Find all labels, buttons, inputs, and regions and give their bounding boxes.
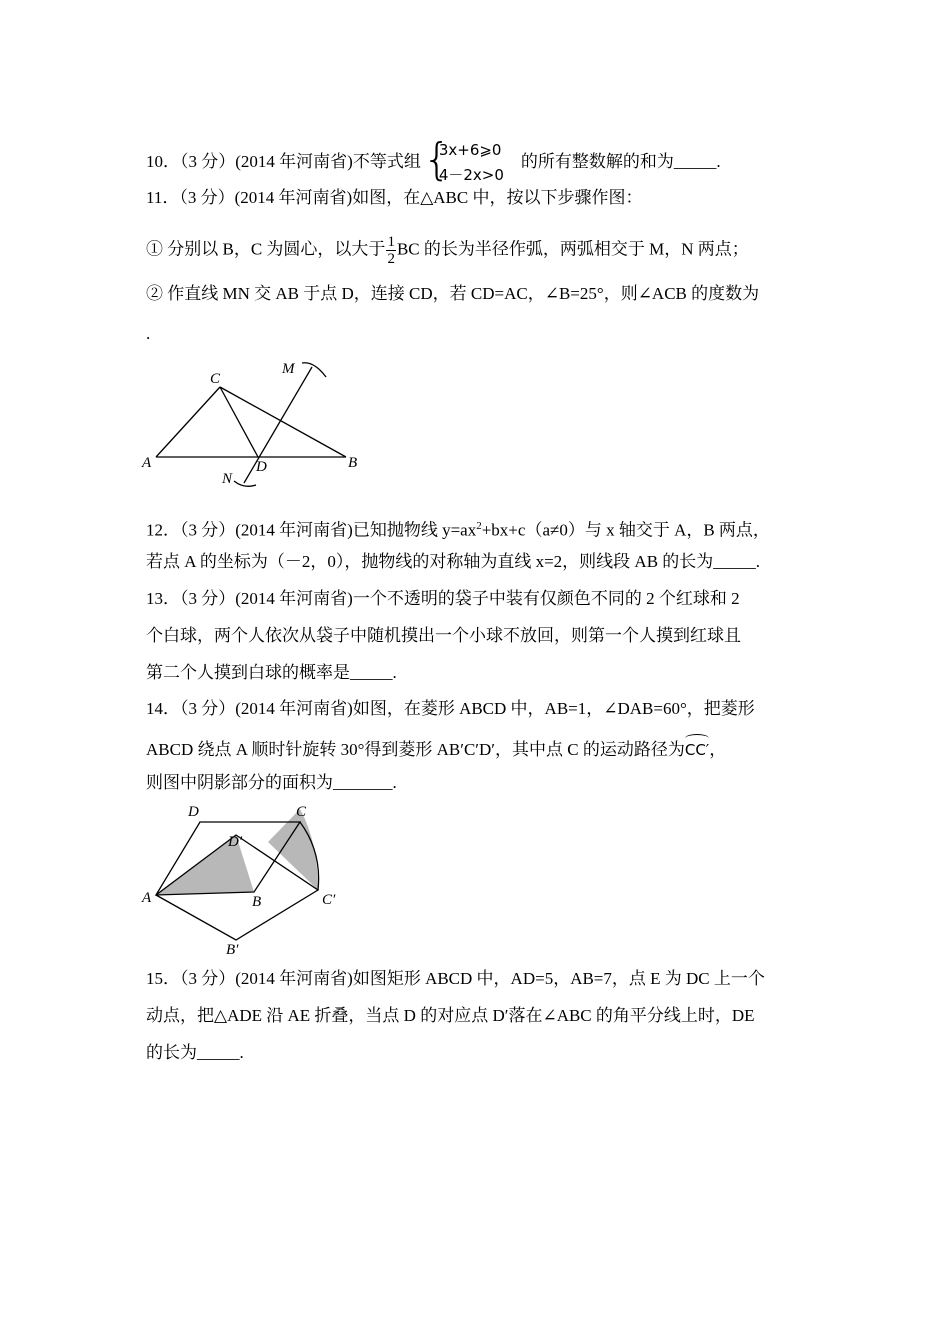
q10-suffix: 的所有整数解的和为_____.	[520, 151, 721, 171]
fraction-numerator: 1	[387, 234, 395, 250]
label-b: B	[348, 455, 358, 471]
arc-m	[302, 363, 326, 377]
label-b-prime: B′	[226, 942, 239, 958]
superscript-2: 2	[476, 520, 482, 532]
label-d-prime: D′	[228, 834, 243, 850]
q11-line4: .	[146, 324, 151, 343]
label-d-q14: D	[188, 804, 199, 820]
q11-line3: ② 作直线 MN 交 AB 于点 D，连接 CD，若 CD=AC，∠B=25°，则∠ACB 的度数为	[146, 284, 760, 303]
q14-line2-post: ，	[709, 740, 727, 759]
q12-line1-post: +bx+c（a≠0）与 x 轴交于 A，B 两点，	[481, 520, 770, 540]
label-a: A	[142, 455, 152, 471]
label-c: C	[210, 371, 221, 387]
inequality-2: 4－2x>0	[438, 166, 504, 184]
shaded-region-right	[268, 809, 318, 890]
inequality-system	[422, 134, 519, 188]
q10-line	[146, 134, 721, 188]
q11-line2-post: BC 的长为半径作弧，两弧相交于 M，N 两点；	[396, 239, 749, 259]
q13-line3: 第二个人摸到白球的概率是_____.	[146, 663, 397, 682]
q15-line2: 动点，把△ADE 沿 AE 折叠，当点 D 的对应点 D′落在∠ABC 的角平分线上时，DE	[146, 1006, 755, 1025]
segment-ac	[156, 387, 220, 457]
label-d: D	[256, 459, 267, 475]
label-n: N	[222, 471, 233, 487]
fraction-denominator: 2	[387, 251, 395, 267]
label-c-prime: C′	[322, 892, 336, 908]
q15-line1: 15．（3 分）(2014 年河南省)如图矩形 ABCD 中，AD=5，AB=7，点 E 为 DC 上一个	[146, 969, 765, 988]
q12-line2: 若点 A 的坐标为（－2，0），抛物线的对称轴为直线 x=2，则线段 AB 的长为_____.	[146, 552, 761, 571]
line-mn	[244, 367, 312, 483]
q11-line2	[146, 234, 749, 267]
q11-line1: 11．（3 分）(2014 年河南省)如图，在△ABC 中，按以下步骤作图：	[146, 188, 643, 207]
inequality-1: 3x+6⩾0	[438, 141, 502, 159]
q15-line3: 的长为_____.	[146, 1043, 244, 1062]
arc-cc-prime: CC′	[685, 734, 709, 762]
brace-icon: {	[422, 134, 451, 185]
q14-line1: 14．（3 分）(2014 年河南省)如图，在菱形 ABCD 中，AB=1，∠DAB=60°，把菱形	[146, 699, 755, 718]
q13-line2: 个白球，两个人依次从袋子中随机摸出一个小球不放回，则第一个人摸到红球且	[146, 626, 741, 645]
q11-figure	[136, 355, 376, 495]
q14-line3: 则图中阴影部分的面积为_______.	[146, 773, 397, 792]
label-b-q14: B	[252, 894, 262, 910]
fraction-half	[386, 234, 396, 267]
q13-line1: 13．（3 分）(2014 年河南省)一个不透明的袋子中装有仅颜色不同的 2 个红球和 2	[146, 589, 740, 608]
q10-prefix: 10．（3 分）(2014 年河南省)不等式组	[146, 151, 421, 171]
q11-line2-pre: ① 分别以 B，C 为圆心，以大于	[146, 239, 386, 259]
label-m: M	[282, 361, 295, 377]
q12-line1-pre: 12．（3 分）(2014 年河南省)已知抛物线 y=ax	[146, 520, 477, 540]
q14-figure	[136, 800, 356, 962]
q12-line1	[146, 514, 770, 543]
q14-line2	[146, 734, 726, 762]
label-a2: A	[142, 890, 152, 906]
q14-line2-pre: ABCD 绕点 A 顺时针旋转 30°得到菱形 AB′C′D′，其中点 C 的运动路径为	[146, 740, 685, 759]
label-c-q14: C	[296, 804, 307, 820]
